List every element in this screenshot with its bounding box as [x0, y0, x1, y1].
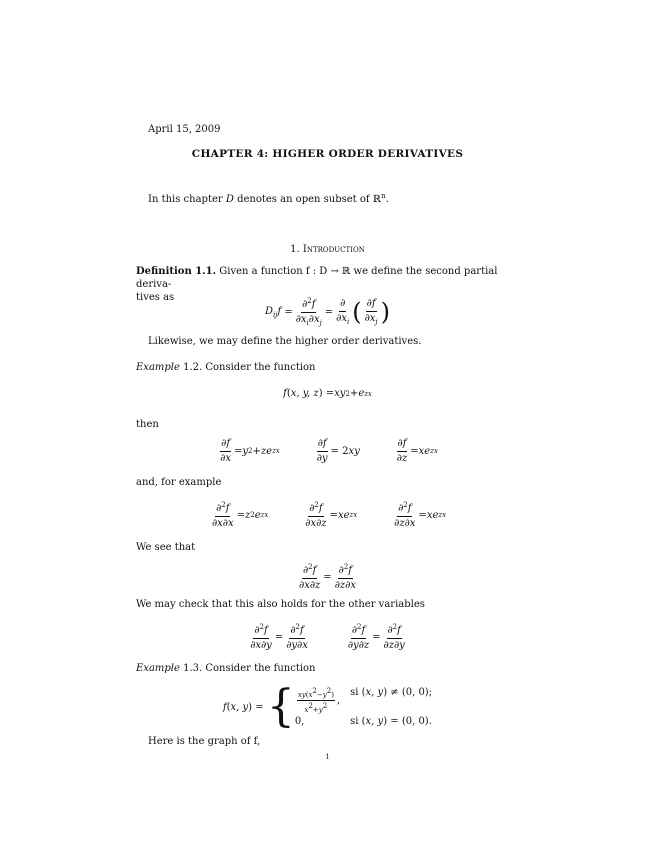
equation-other-variables: $\frac{\partial^2f}{\partial x\partial y}$ = $\frac{\partial^2f}{\partial y\partial x}$ $\frac{\partial^2f}{\partial y\partial z}$ = $\frac{\partial^2f}{\partial z\partial y}$ — [250, 623, 405, 651]
section-heading: 1. Introduction — [290, 244, 365, 255]
equation-f-xyz: f ( x, y, z ) = xy 2 + e zx — [283, 388, 372, 399]
definition-1-1: Definition 1.1. Given a function f : D → ℝ we define the second partial deriva- tives as — [136, 266, 498, 303]
then-text: then — [136, 419, 159, 430]
chapter-title: CHAPTER 4: HIGHER ORDER DERIVATIVES — [191, 148, 464, 160]
graph-text: Here is the graph of f, — [148, 736, 261, 747]
we-check-text: We may check that this also holds for the other variables — [136, 599, 425, 610]
intro-paragraph: In this chapter D denotes an open subset of ℝ$^n$. — [148, 192, 389, 205]
equation-mixed-equal: $\frac{\partial^2f}{\partial x\partial z}$ = $\frac{\partial^2f}{\partial z\partial x}$ — [299, 563, 356, 591]
page-number: 1 — [325, 753, 330, 761]
equation-dij: $D_{ij}f$ = $\frac{\partial^2f}{\partial x_i\partial x_j}$ = $\frac{\partial}{\partial x_i}$ ( $\frac{\partial f}{\partial x_j}$ ) — [265, 297, 390, 327]
likewise-text: Likewise, we may define the higher order derivatives. — [148, 336, 422, 347]
example-1-2: Example 1.2. Consider the function — [136, 362, 316, 373]
for-example-text: and, for example — [136, 477, 222, 488]
example-1-3: Example 1.3. Consider the function — [136, 663, 316, 674]
equation-piecewise: f ( x, y ) = { $\frac{xy(x2-y2)}{x2+y2}$ , si (x, y) ≠ (0, 0); 0, si (x, y) = (0, 0). — [222, 681, 433, 732]
date: April 15, 2009 — [148, 124, 221, 135]
equation-first-partials: $\frac{\partial f}{\partial x}$ = y 2 + ze zx $\frac{\partial f}{\partial y}$ = 2 xy $\frac{\partial f}{\partial z}$ = xe zx — [220, 438, 438, 464]
equation-second-partials: $\frac{\partial^2f}{\partial x\partial x}$ = z 2 e zx $\frac{\partial^2f}{\partial x\partial z}$ = xe zx $\frac{\partial^2f}{\partial z\partial x}$ = xe zx — [211, 501, 447, 529]
we-see-text: We see that — [136, 542, 196, 553]
